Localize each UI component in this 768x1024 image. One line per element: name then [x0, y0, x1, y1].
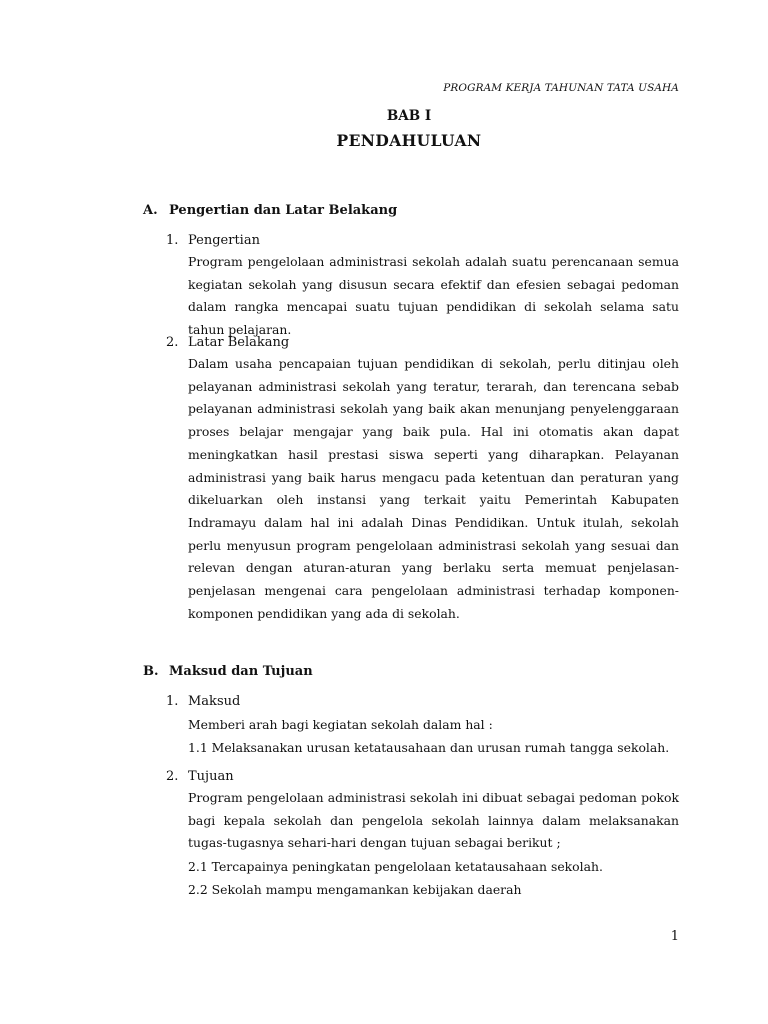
item-b1-number: 1. [166, 694, 179, 709]
item-a1-body: Program pengelolaan administrasi sekolah adalah suatu perencanaan semua kegiatan sekolah yang disusun secara efektif dan efesien sebagai pedoman dalam rangka mencapai suatu tujuan pendidikan di sekolah selama satu tahun pelajaran. [188, 254, 679, 338]
section-b-heading [143, 664, 313, 679]
item-b1-title: Maksud [188, 694, 241, 709]
item-b2-body: Program pengelolaan administrasi sekolah ini dibuat sebagai pedoman pokok bagi kepala sekolah dan pengelola sekolah lainnya dalam melaksanakan tugas-tugasnya sehari-hari dengan tujuan sebagai berikut ; [188, 790, 679, 851]
item-b2-title: Tujuan [188, 769, 234, 784]
item-a2-title: Latar Belakang [188, 335, 290, 350]
section-b-title: Maksud dan Tujuan [169, 664, 313, 679]
item-a2-number: 2. [166, 335, 179, 350]
item-b2-number: 2. [166, 769, 179, 784]
page-number: 1 [670, 929, 679, 944]
section-a-heading [143, 203, 397, 218]
section-a-title: Pengertian dan Latar Belakang [169, 203, 398, 218]
item-b2-line-2: 2.2 Sekolah mampu mengamankan kebijakan daerah [188, 882, 522, 897]
item-b1-line-1: Memberi arah bagi kegiatan sekolah dalam hal : [188, 717, 493, 732]
section-b-letter: B. [143, 664, 159, 679]
item-a1-title: Pengertian [188, 233, 260, 248]
section-a-letter: A. [143, 203, 158, 218]
item-a1-number: 1. [166, 233, 179, 248]
chapter-label: BAB I [386, 108, 432, 124]
running-header: PROGRAM KERJA TAHUNAN TATA USAHA [443, 82, 679, 94]
item-b1-line-2: 1.1 Melaksanakan urusan ketatausahaan dan urusan rumah tangga sekolah. [188, 740, 670, 755]
item-b2-line-1: 2.1 Tercapainya peningkatan pengelolaan ketatausahaan sekolah. [188, 859, 603, 874]
chapter-title: PENDAHULUAN [336, 131, 482, 150]
item-a2-body: Dalam usaha pencapaian tujuan pendidikan di sekolah, perlu ditinjau oleh pelayanan administrasi sekolah yang teratur, terarah, dan terencana sebab pelayanan administrasi sekolah yang baik akan menunjang penyelenggaraan proses belajar mengajar yang baik pula. Hal ini otomatis akan dapat meningkatkan hasil prestasi siswa seperti yang diharapkan. Pelayanan administrasi yang baik harus mengacu pada ketentuan dan peraturan yang dikeluarkan oleh instansi yang terkait yaitu Pemerintah Kabupaten Indramayu dalam hal ini adalah Dinas Pendidikan. Untuk itulah, sekolah perlu menyusun program pengelolaan administrasi sekolah yang sesuai dan relevan dengan aturan-aturan yang berlaku serta memuat penjelasan-penjelasan mengenai cara pengelolaan administrasi terhadap komponen-komponen pendidikan yang ada di sekolah. [188, 356, 679, 621]
